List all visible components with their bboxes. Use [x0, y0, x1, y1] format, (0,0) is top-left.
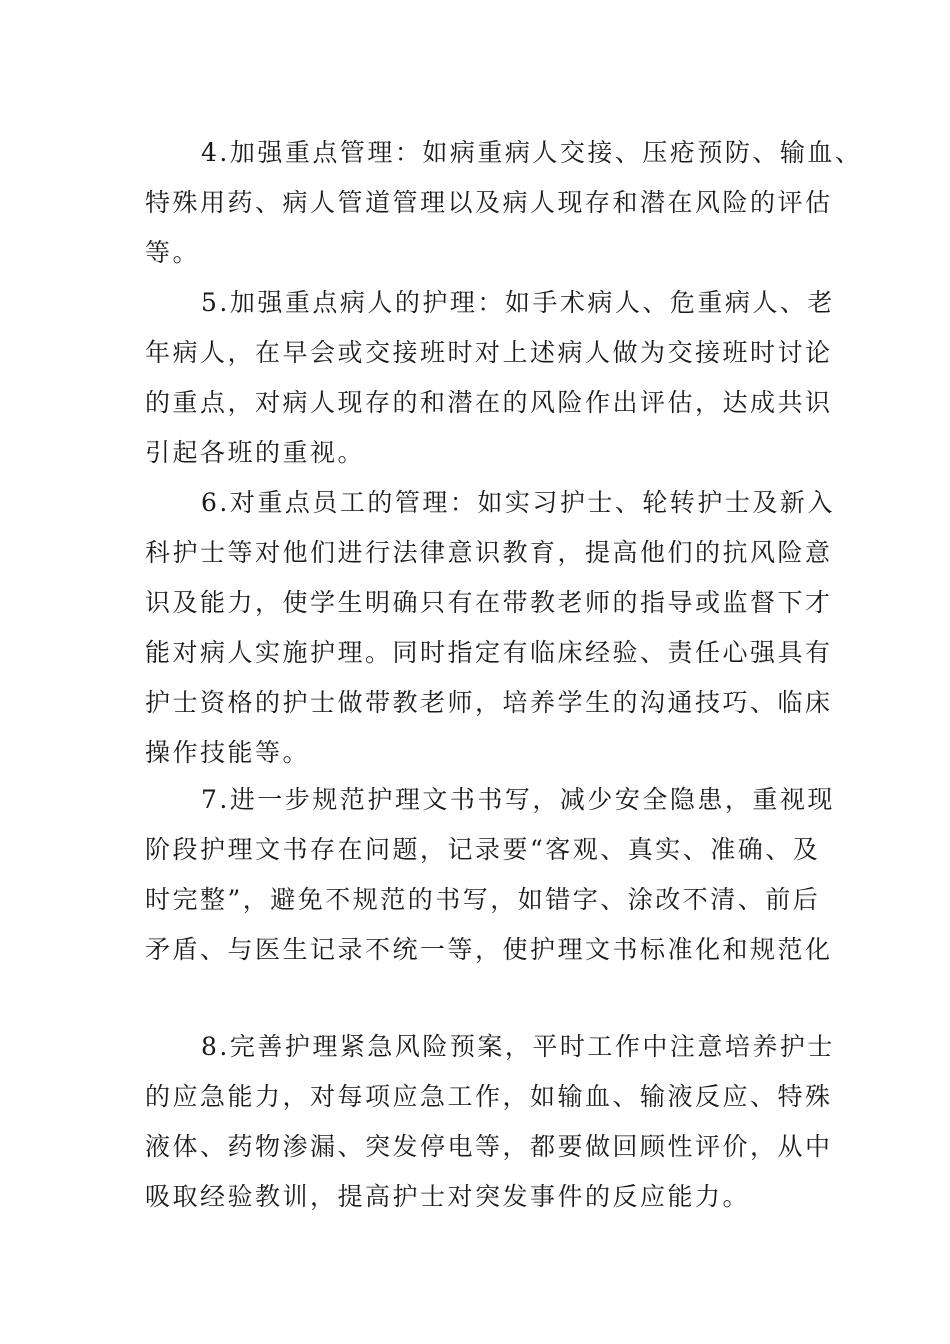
text-line: 8.完善护理紧急风险预案，平时工作中注意培养护士	[201, 1032, 835, 1061]
text-line: 识及能力，使学生明确只有在带教老师的指导或监督下才	[145, 588, 833, 617]
text-line: 5.加强重点病人的护理：如手术病人、危重病人、老	[201, 288, 835, 317]
text-line: 6.对重点员工的管理：如实习护士、轮转护士及新入	[201, 488, 835, 517]
text-line: 7.进一步规范护理文书书写，减少安全隐患，重视现	[201, 785, 835, 814]
paragraph-8	[145, 1022, 835, 1222]
text-line: 4.加强重点管理：如病重病人交接、压疮预防、输血、	[201, 138, 863, 167]
text-line: 阶段护理文书存在问题，记录要“客观、真实、准确、及	[145, 835, 821, 864]
text-line: 等。	[145, 238, 201, 267]
paragraph-4	[145, 128, 863, 278]
text-line: 的重点，对病人现存的和潜在的风险作出评估，达成共识	[145, 388, 833, 417]
paragraph-5	[145, 278, 835, 478]
text-line: 科护士等对他们进行法律意识教育，提高他们的抗风险意	[145, 538, 833, 567]
text-line: 护士资格的护士做带教老师，培养学生的沟通技巧、临床	[145, 688, 833, 717]
text-line: 年病人，在早会或交接班时对上述病人做为交接班时讨论	[145, 338, 833, 367]
text-line: 操作技能等。	[145, 738, 311, 767]
text-line: 液体、药物渗漏、突发停电等，都要做回顾性评价，从中	[145, 1132, 833, 1161]
text-line: 吸取经验教训，提高护士对突发事件的反应能力。	[145, 1182, 751, 1211]
text-line: 能对病人实施护理。同时指定有临床经验、责任心强具有	[145, 638, 833, 667]
paragraph-6	[145, 478, 835, 778]
paragraph-7	[145, 775, 835, 975]
text-line: 特殊用药、病人管道管理以及病人现存和潜在风险的评估	[145, 188, 833, 217]
text-line: 引起各班的重视。	[145, 438, 366, 467]
text-line: 矛盾、与医生记录不统一等，使护理文书标准化和规范化	[145, 935, 833, 964]
text-line: 的应急能力，对每项应急工作，如输血、输液反应、特殊	[145, 1082, 833, 1111]
text-line: 时完整”，避免不规范的书写，如错字、涂改不清、前后	[145, 885, 821, 914]
